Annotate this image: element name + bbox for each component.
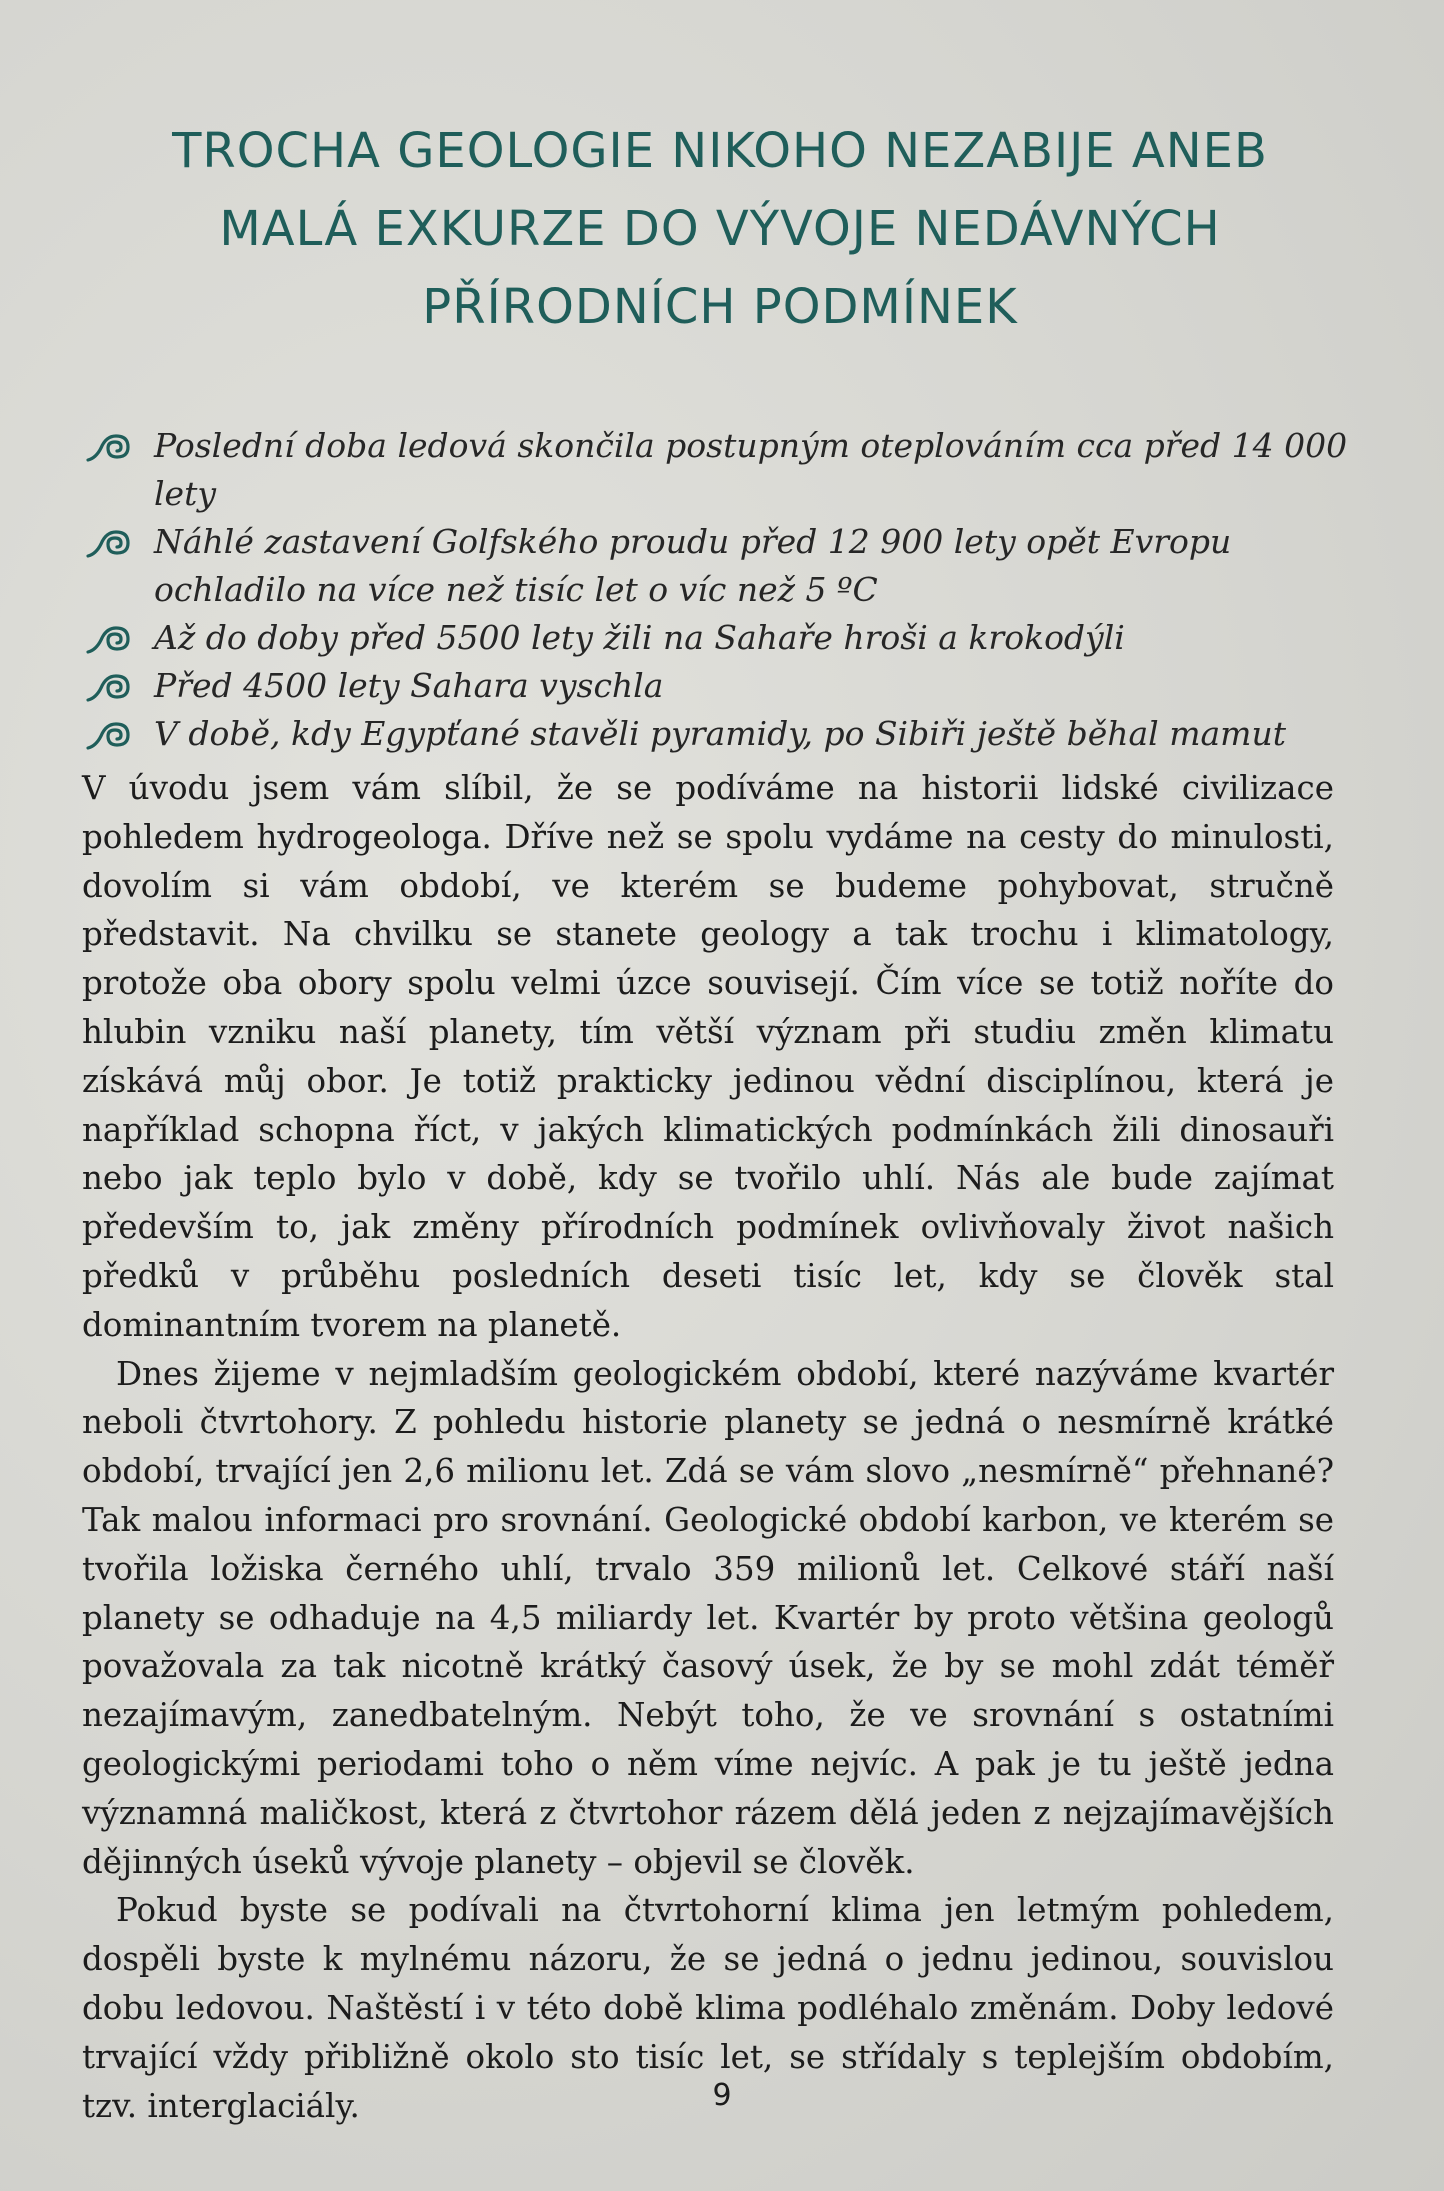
spiral-wave-icon [84, 620, 136, 656]
spiral-wave-icon [84, 428, 136, 464]
list-item-text: V době, kdy Egypťané stavěli pyramidy, po Sibiři ještě běhal mamut [154, 714, 1286, 753]
list-item [82, 614, 1372, 662]
spiral-wave-icon [84, 524, 136, 560]
paragraph-2: Dnes žijeme v nejmladším geologickém období, které nazýváme kvartér neboli čtvrtohory. Z pohledu historie planety se jedná o nesmírně krátké období, trvající jen 2,6 milionu let. Zdá se vám slovo „nesmírně“ přehnané? Tak malou informaci pro srovnání. Geologické období karbon, ve kterém se tvořila ložiska černého uhlí, trvalo 359 milionů let. Celkové stáří naší planety se odhaduje na 4,5 miliardy let. Kvartér by proto většina geologů považovala za tak nicotně krátký časový úsek, že by se mohl zdát téměř nezajímavým, zanedbatelným. Nebýt toho, že ve srovnání s ostatními geologickými periodami toho o něm víme nejvíc. A pak je tu ještě jedna významná maličkost, která z čtvrtohor rázem dělá jeden z nejzajímavějších dějinných úseků vývoje planety – objevil se člověk. [82, 1354, 1334, 1881]
list-item-text: Před 4500 lety Sahara vyschla [154, 666, 664, 705]
paragraph-3: Pokud byste se podívali na čtvrtohorní klima jen letmým pohledem, dospěli byste k mylnému názoru, že se jedná o jednu jedinou, souvislou dobu ledovou. Naštěstí i v této době klima podléhalo změnám. Doby ledové trvající vždy přibližně okolo sto tisíc let, se střídaly s teplejším obdobím, tzv. interglaciály. [82, 1891, 1334, 2125]
list-item [82, 518, 1372, 614]
list-item-text: Poslední doba ledová skončila postupným oteplováním cca před 14 000 lety [154, 426, 1348, 513]
spiral-wave-icon [84, 716, 136, 752]
list-item [82, 422, 1372, 518]
list-item [82, 710, 1372, 758]
spiral-wave-icon [84, 668, 136, 704]
list-item-text: Náhlé zastavení Golfského proudu před 12 900 lety opět Evropu ochladilo na více než tisíc let o víc než 5 ºC [154, 522, 1232, 609]
heading-line-2: MALÁ EXKURZE DO VÝVOJE NEDÁVNÝCH [219, 201, 1221, 257]
paragraph-1: V úvodu jsem vám slíbil, že se podíváme na historii lidské civilizace pohledem hydrogeologa. Dříve než se spolu vydáme na cesty do minulosti, dovolím si vám období, ve kterém se budeme pohybovat, stručně představit. Na chvilku se stanete geology a tak trochu i klimatology, protože oba obory spolu velmi úzce souvisejí. Čím více se totiž noříte do hlubin vzniku naší planety, tím větší význam při studiu změn klimatu získává můj obor. Je totiž prakticky jedinou vědní disciplínou, která je například schopna říct, v jakých klimatických podmínkách žili dinosauři nebo jak teplo bylo v době, kdy se tvořilo uhlí. Nás ale bude zajímat především to, jak změny přírodních podmínek ovlivňovaly život našich předků v průběhu posledních deseti tisíc let, kdy se člověk stal dominantním tvorem na planetě. [82, 769, 1334, 1344]
list-item [82, 662, 1372, 710]
key-facts-list [82, 422, 1372, 758]
page-number: 9 [712, 2078, 732, 2113]
chapter-heading [120, 112, 1320, 346]
body-text [82, 764, 1334, 2130]
heading-line-3: PŘÍRODNÍCH PODMÍNEK [422, 279, 1018, 335]
list-item-text: Až do doby před 5500 lety žili na Sahaře hroši a krokodýli [154, 618, 1125, 657]
heading-line-1: TROCHA GEOLOGIE NIKOHO NEZABIJE ANEB [172, 123, 1268, 179]
